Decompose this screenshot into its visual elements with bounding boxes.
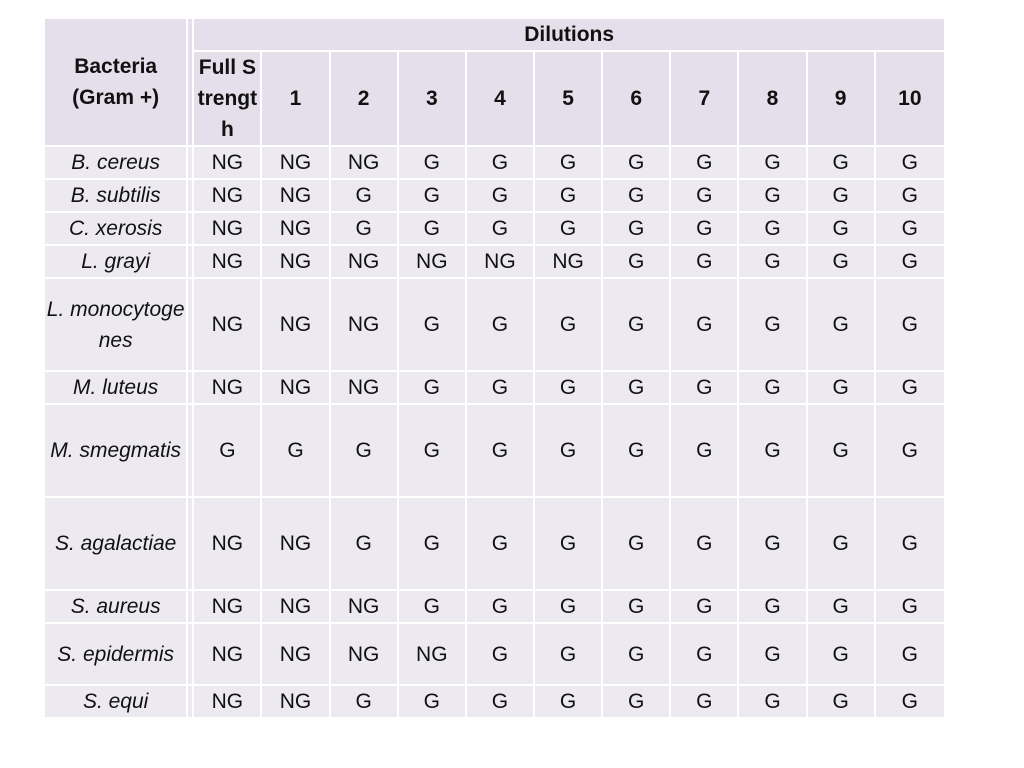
table-row [44, 179, 945, 212]
growth-cell: G [670, 179, 738, 212]
table-row [44, 497, 945, 590]
growth-cell: NG [261, 685, 329, 718]
growth-cell: G [738, 146, 806, 179]
bacteria-name: B. subtilis [44, 179, 187, 212]
growth-cell: G [398, 278, 466, 371]
growth-cell: NG [193, 278, 261, 371]
column-header-dilution-5: 5 [534, 51, 602, 146]
growth-cell: G [670, 623, 738, 685]
growth-cell: G [670, 146, 738, 179]
growth-cell: G [398, 404, 466, 497]
growth-cell: G [602, 146, 670, 179]
growth-cell: G [398, 179, 466, 212]
table-row [44, 590, 945, 623]
bacteria-name: L. grayi [44, 245, 187, 278]
growth-cell: NG [261, 278, 329, 371]
growth-cell: G [466, 179, 534, 212]
growth-cell: NG [193, 685, 261, 718]
growth-cell: G [534, 404, 602, 497]
growth-cell: G [738, 278, 806, 371]
growth-cell: G [534, 623, 602, 685]
growth-cell: G [875, 371, 945, 404]
table-row [44, 623, 945, 685]
bacteria-name: S. equi [44, 685, 187, 718]
growth-cell: G [807, 212, 875, 245]
growth-cell: G [738, 497, 806, 590]
growth-cell: G [602, 497, 670, 590]
column-header-dilution-1: 1 [261, 51, 329, 146]
growth-cell: NG [193, 590, 261, 623]
table-row [44, 278, 945, 371]
growth-cell: G [534, 497, 602, 590]
growth-cell: NG [193, 245, 261, 278]
growth-cell: G [466, 278, 534, 371]
growth-cell: NG [193, 371, 261, 404]
column-header-dilution-10: 10 [875, 51, 945, 146]
growth-cell: G [466, 497, 534, 590]
bacteria-name: L. monocytogenes [44, 278, 187, 371]
growth-cell: G [875, 245, 945, 278]
growth-cell: G [738, 371, 806, 404]
growth-cell: G [602, 590, 670, 623]
growth-cell: NG [330, 146, 398, 179]
column-header-dilution-9: 9 [807, 51, 875, 146]
table-row [44, 146, 945, 179]
growth-cell: NG [330, 278, 398, 371]
growth-cell: G [534, 371, 602, 404]
column-header-dilution-6: 6 [602, 51, 670, 146]
bacteria-column-header: Bacteria (Gram +) [44, 18, 187, 146]
growth-cell: G [738, 212, 806, 245]
growth-cell: G [670, 371, 738, 404]
growth-cell: G [466, 371, 534, 404]
growth-cell: G [193, 404, 261, 497]
growth-cell: NG [193, 179, 261, 212]
growth-cell: NG [261, 371, 329, 404]
growth-cell: G [670, 497, 738, 590]
growth-cell: NG [534, 245, 602, 278]
growth-cell: G [330, 179, 398, 212]
growth-cell: G [261, 404, 329, 497]
growth-cell: G [875, 179, 945, 212]
growth-cell: G [807, 146, 875, 179]
bacteria-name: M. smegmatis [44, 404, 187, 497]
growth-table [43, 17, 946, 719]
bacteria-name: B. cereus [44, 146, 187, 179]
growth-cell: G [738, 245, 806, 278]
growth-cell: G [330, 404, 398, 497]
growth-cell: G [534, 590, 602, 623]
growth-cell: G [398, 590, 466, 623]
growth-cell: G [534, 685, 602, 718]
growth-cell: NG [261, 245, 329, 278]
growth-cell: NG [330, 623, 398, 685]
growth-cell: NG [330, 245, 398, 278]
bacteria-name: M. luteus [44, 371, 187, 404]
column-header-dilution-3: 3 [398, 51, 466, 146]
growth-cell: NG [261, 623, 329, 685]
growth-cell: G [807, 623, 875, 685]
growth-cell: G [534, 278, 602, 371]
growth-cell: G [398, 497, 466, 590]
growth-cell: G [670, 404, 738, 497]
growth-cell: G [670, 212, 738, 245]
column-header-dilution-8: 8 [738, 51, 806, 146]
growth-cell: NG [261, 179, 329, 212]
growth-cell: G [875, 623, 945, 685]
table-row [44, 371, 945, 404]
growth-cell: G [398, 371, 466, 404]
growth-cell: G [738, 590, 806, 623]
growth-cell: G [398, 685, 466, 718]
growth-cell: NG [261, 212, 329, 245]
table-row [44, 685, 945, 718]
growth-cell: G [602, 278, 670, 371]
growth-cell: G [807, 371, 875, 404]
growth-cell: G [602, 404, 670, 497]
growth-cell: G [807, 590, 875, 623]
bacteria-name: S. aureus [44, 590, 187, 623]
growth-cell: G [602, 179, 670, 212]
column-header-full-strength: Full Strength [193, 51, 261, 146]
growth-cell: G [875, 590, 945, 623]
bacteria-name: S. epidermis [44, 623, 187, 685]
growth-cell: G [330, 497, 398, 590]
growth-cell: G [670, 278, 738, 371]
growth-cell: G [466, 212, 534, 245]
table-row [44, 212, 945, 245]
growth-cell: G [466, 623, 534, 685]
growth-cell: NG [261, 590, 329, 623]
growth-cell: G [875, 146, 945, 179]
table-row [44, 404, 945, 497]
growth-cell: G [466, 404, 534, 497]
growth-cell: NG [466, 245, 534, 278]
growth-cell: G [602, 371, 670, 404]
growth-cell: NG [261, 497, 329, 590]
column-header-dilution-4: 4 [466, 51, 534, 146]
column-header-dilution-7: 7 [670, 51, 738, 146]
growth-cell: G [534, 212, 602, 245]
growth-cell: G [807, 685, 875, 718]
growth-cell: G [738, 623, 806, 685]
growth-cell: G [534, 146, 602, 179]
growth-cell: G [670, 245, 738, 278]
growth-cell: G [602, 623, 670, 685]
growth-cell: G [466, 590, 534, 623]
growth-cell: G [875, 685, 945, 718]
growth-cell: G [807, 497, 875, 590]
growth-cell: G [807, 179, 875, 212]
dilutions-group-header: Dilutions [193, 18, 945, 51]
growth-cell: G [738, 404, 806, 497]
growth-cell: NG [193, 146, 261, 179]
table-row [44, 245, 945, 278]
growth-cell: G [875, 278, 945, 371]
bacteria-name: S. agalactiae [44, 497, 187, 590]
growth-cell: G [602, 212, 670, 245]
growth-cell: G [398, 146, 466, 179]
bacteria-name: C. xerosis [44, 212, 187, 245]
growth-cell: G [807, 278, 875, 371]
growth-cell: NG [193, 623, 261, 685]
growth-cell: G [330, 212, 398, 245]
growth-cell: NG [330, 590, 398, 623]
growth-cell: G [534, 179, 602, 212]
growth-cell: NG [398, 245, 466, 278]
growth-cell: G [466, 685, 534, 718]
growth-cell: G [602, 245, 670, 278]
growth-cell: G [875, 212, 945, 245]
growth-cell: NG [193, 212, 261, 245]
growth-cell: G [875, 497, 945, 590]
growth-cell: G [602, 685, 670, 718]
growth-cell: G [330, 685, 398, 718]
growth-cell: NG [261, 146, 329, 179]
growth-cell: NG [330, 371, 398, 404]
growth-cell: G [738, 179, 806, 212]
growth-cell: G [466, 146, 534, 179]
growth-cell: G [738, 685, 806, 718]
growth-cell: NG [398, 623, 466, 685]
growth-cell: G [807, 245, 875, 278]
growth-cell: G [670, 590, 738, 623]
growth-cell: G [670, 685, 738, 718]
growth-cell: G [398, 212, 466, 245]
growth-cell: NG [193, 497, 261, 590]
column-header-dilution-2: 2 [330, 51, 398, 146]
growth-cell: G [807, 404, 875, 497]
growth-cell: G [875, 404, 945, 497]
